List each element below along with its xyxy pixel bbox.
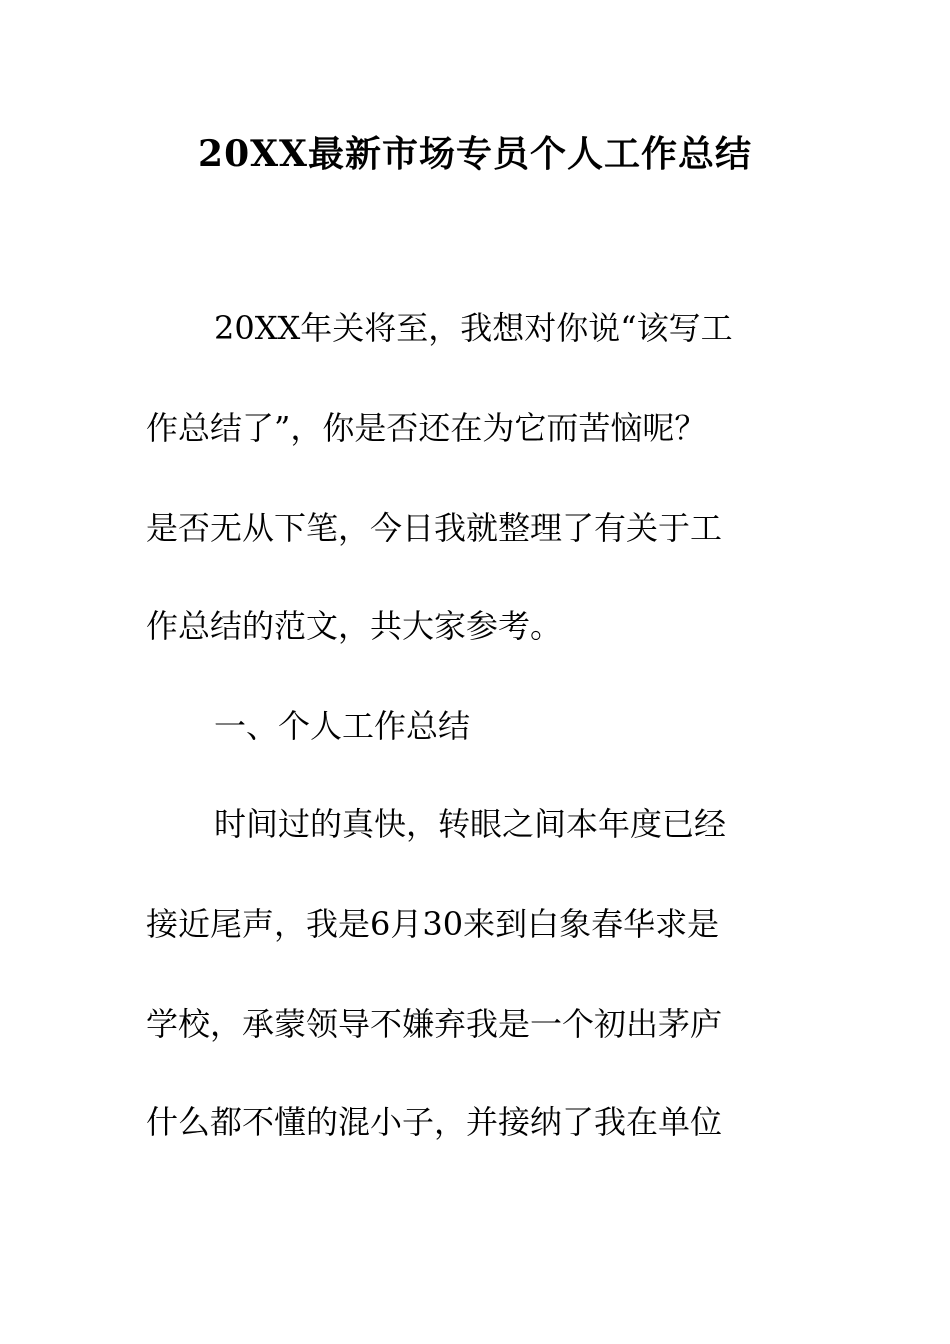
section-heading: 一、个人工作总结 — [214, 707, 471, 745]
paragraph-line: 是否无从下笔，今日我就整理了有关于工 — [146, 509, 723, 547]
paragraph-line: 作总结的范文，共大家参考。 — [146, 607, 563, 645]
document-title: 20XX最新市场专员个人工作总结 — [198, 133, 752, 175]
paragraph-line: 20XX年关将至，我想对你说“该写工 — [214, 309, 733, 347]
paragraph-line: 作总结了”，你是否还在为它而苦恼呢？ — [146, 409, 707, 447]
paragraph-line: 什么都不懂的混小子，并接纳了我在单位 — [146, 1103, 723, 1141]
paragraph-line: 学校，承蒙领导不嫌弃我是一个初出茅庐 — [146, 1005, 723, 1043]
paragraph-line: 时间过的真快，转眼之间本年度已经 — [214, 805, 727, 843]
paragraph-line: 接近尾声，我是6月30来到白象春华求是 — [146, 905, 720, 943]
